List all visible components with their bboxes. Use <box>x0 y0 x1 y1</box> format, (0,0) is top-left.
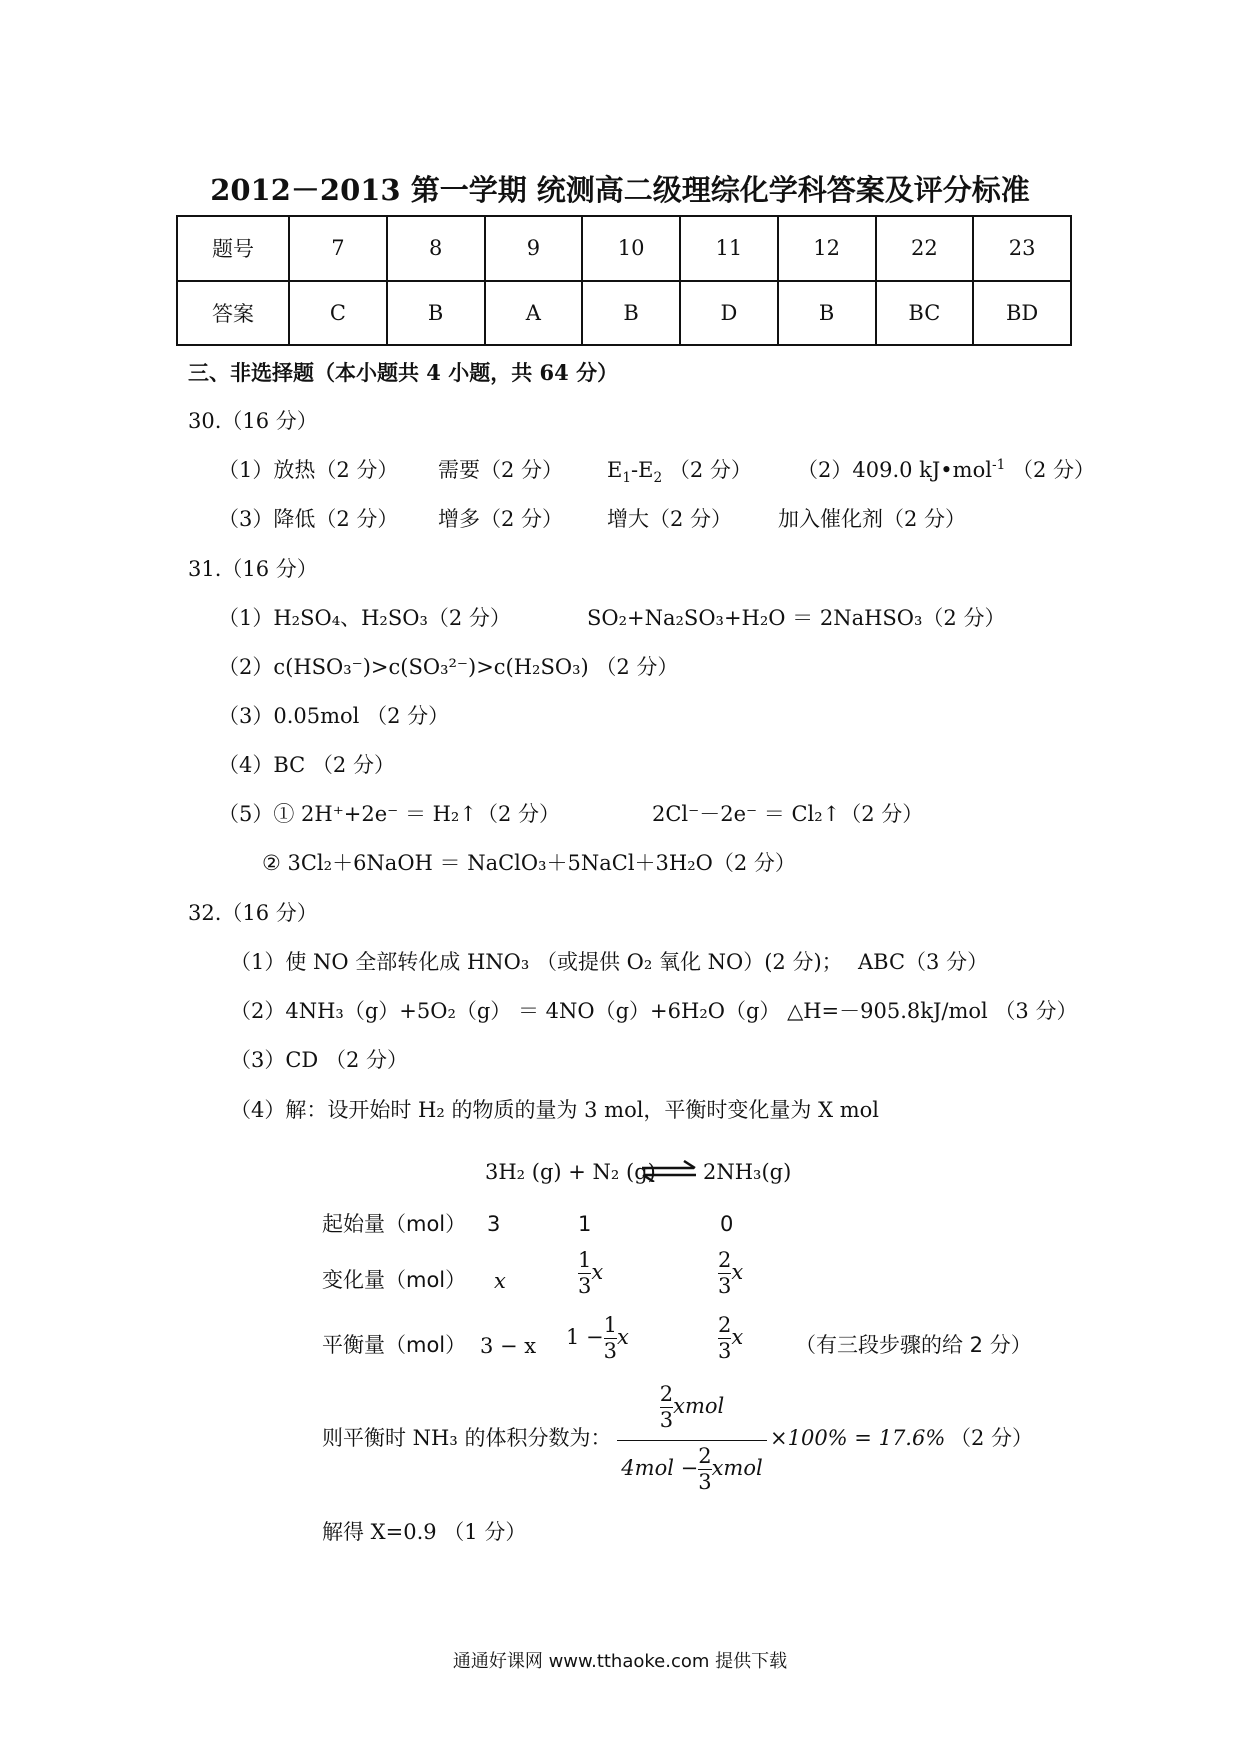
row-initial-h2: 3 <box>487 1212 501 1236</box>
q31-line5-a: （5）① 2H⁺+2e⁻ ＝ H₂↑（2 分） <box>218 802 560 826</box>
row-change-n2: $\frac{1}{3}$ x <box>578 1248 604 1298</box>
table-cell: B <box>778 281 876 346</box>
question-30-heading: 30.（16 分） <box>188 409 318 433</box>
table-cell: B <box>387 281 485 346</box>
table-cell: 23 <box>973 216 1071 281</box>
fraction: $\frac{1}{3}$ <box>603 1313 618 1363</box>
table-cell: D <box>680 281 778 346</box>
page-title: 2012－2013 第一学期 统测高二级理综化学科答案及评分标准 <box>210 173 1030 207</box>
table-cell: 7 <box>289 216 387 281</box>
question-32-heading: 32.（16 分） <box>188 901 318 925</box>
fraction: $\frac{2}{3}$ <box>718 1248 732 1298</box>
table-cell: 8 <box>387 216 485 281</box>
table-cell: 9 <box>485 216 583 281</box>
row-equilibrium-n2: 1 − $\frac{1}{3}$ x <box>566 1313 629 1363</box>
q31-line1-b: SO₂+Na₂SO₃+H₂O ＝ 2NaHSO₃（2 分） <box>587 606 1006 630</box>
table-cell: 10 <box>582 216 680 281</box>
fraction: $\frac{2}{3}$ <box>659 1382 674 1432</box>
equilibrium-equation-left: 3H₂ (g) + N₂ (g) <box>485 1160 656 1184</box>
row-change-nh3: $\frac{2}{3}$ x <box>718 1248 744 1298</box>
table-cell: 22 <box>876 216 974 281</box>
answer-table <box>176 215 1072 346</box>
q30-line2-d: 加入催化剂（2 分） <box>778 507 967 531</box>
q32-line2: （2）4NH₃（g）+5O₂（g） ＝ 4NO（g）+6H₂O（g） △H=－905.8kJ/mol （3 分） <box>230 999 1078 1023</box>
q30-line1-d: （2）409.0 kJ•mol$^{-1}$ （2 分） <box>797 457 1095 482</box>
fraction: $\frac{2}{3}$ <box>718 1313 732 1363</box>
fraction-bar <box>617 1440 767 1441</box>
q30-line2-c: 增大（2 分） <box>607 507 733 531</box>
row-initial-label: 起始量（mol） <box>322 1212 467 1236</box>
fraction: $\frac{1}{3}$ <box>578 1248 592 1298</box>
q30-line1-a: （1）放热（2 分） <box>218 458 399 482</box>
table-cell: B <box>582 281 680 346</box>
table-cell: 12 <box>778 216 876 281</box>
q31-line5-b: 2Cl⁻－2e⁻ ＝ Cl₂↑（2 分） <box>652 802 924 826</box>
row-equilibrium-label: 平衡量（mol） <box>322 1333 467 1357</box>
fraction: $\frac{2}{3}$ <box>698 1444 712 1494</box>
q32-line1-a: （1）使 NO 全部转化成 HNO₃ （或提供 O₂ 氧化 NO）(2 分)； <box>230 950 843 974</box>
question-31-heading: 31.（16 分） <box>188 557 318 581</box>
volume-fraction-label: 则平衡时 NH₃ 的体积分数为： <box>322 1426 612 1450</box>
volume-fraction-result: ×100% = 17.6% <box>770 1426 946 1450</box>
table-cell: 11 <box>680 216 778 281</box>
row-equilibrium-h2: 3 − x <box>480 1334 537 1358</box>
q30-line1-b: 需要（2 分） <box>438 458 564 482</box>
table-cell: 答案 <box>177 281 289 346</box>
row-initial-nh3: 0 <box>720 1212 734 1236</box>
q31-line1-a: （1）H₂SO₄、H₂SO₃（2 分） <box>218 606 511 630</box>
table-cell: C <box>289 281 387 346</box>
volume-fraction-denominator: 4mol − $\frac{2}{3}$ xmol <box>621 1444 763 1494</box>
q31-line3: （3）0.05mol （2 分） <box>218 704 450 728</box>
q30-line1-c: $E_1-E_2$ （2 分） <box>607 458 752 487</box>
q30-line2-b: 增多（2 分） <box>438 507 564 531</box>
row-change-h2: x <box>494 1269 506 1293</box>
q31-line4: （4）BC （2 分） <box>218 753 395 777</box>
reversible-arrow-icon <box>640 1160 698 1182</box>
q31-line6: ② 3Cl₂＋6NaOH ＝ NaClO₃＋5NaCl＋3H₂O（2 分） <box>262 851 796 875</box>
q31-line2: （2）c(HSO₃⁻)>c(SO₃²⁻)>c(H₂SO₃) （2 分） <box>218 655 679 679</box>
table-row <box>177 281 1071 346</box>
volume-fraction-score: （2 分） <box>950 1426 1034 1450</box>
row-equilibrium-note: （有三段步骤的给 2 分） <box>795 1333 1032 1357</box>
section-heading: 三、非选择题（本小题共 4 小题，共 64 分） <box>188 360 619 385</box>
q30-line2-a: （3）降低（2 分） <box>218 507 399 531</box>
footer-credit: 通通好课网 www.tthaoke.com 提供下载 <box>452 1651 788 1672</box>
table-cell: BD <box>973 281 1071 346</box>
table-cell: BC <box>876 281 974 346</box>
equilibrium-equation-right: 2NH₃(g) <box>703 1160 792 1184</box>
table-cell: 题号 <box>177 216 289 281</box>
row-change-label: 变化量（mol） <box>322 1268 467 1292</box>
q32-line3: （3）CD （2 分） <box>230 1048 408 1072</box>
table-row <box>177 216 1071 281</box>
row-initial-n2: 1 <box>578 1212 592 1236</box>
row-equilibrium-nh3: $\frac{2}{3}$ x <box>718 1313 744 1363</box>
q32-line4: （4）解：设开始时 H₂ 的物质的量为 3 mol，平衡时变化量为 X mol <box>230 1098 879 1122</box>
volume-fraction-numerator: $\frac{2}{3}$ xmol <box>659 1382 725 1432</box>
table-cell: A <box>485 281 583 346</box>
solution-line: 解得 X=0.9 （1 分） <box>322 1520 527 1544</box>
q32-line1-b: ABC（3 分） <box>858 950 989 974</box>
